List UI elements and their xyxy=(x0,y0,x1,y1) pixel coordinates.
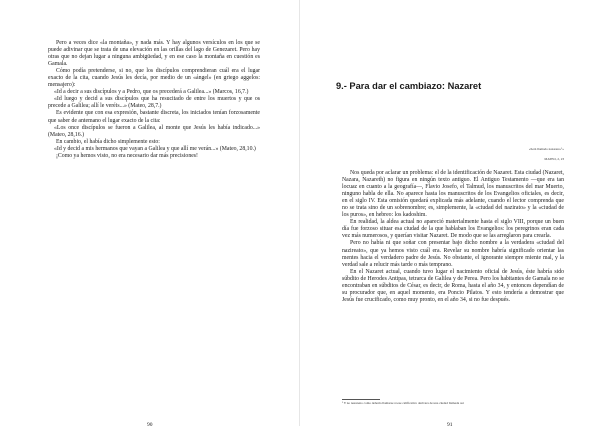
paragraph: En cambio, el había dicho simplemente esto: xyxy=(56,138,160,145)
paragraph: Nos queda por aclarar un problema: el de la identificación de Nazaret. Esta ciudad (Nazaret, Nazara, Nazareth) no figura en ningún texto antiguo. El Antiguo Testamento —que era tan locuaz en cuanto a la geografía—, Flavio Josefo, el Talmud, los manuscritos del mar Muerto, ninguno habla de ella. No aparece hasta los manuscritos de los Evangelios oficiales, es decir, en el siglo IV. Esta omisión quedará explicada más adelante, cuando el lector comprenda que no se trata sino de un sobrenombre; es, simplemente, la «ciudad del nazirato» y la «ciudad de los puros», en hebreo: los kadoshim. xyxy=(342,170,564,219)
page-number: 91 xyxy=(447,422,453,428)
epigraph xyxy=(500,147,564,161)
footnote: ¹ Y no nazareno como debería llamarse si ese calificativo derivara de una ciudad llamada así xyxy=(342,401,464,405)
epigraph-quote: «Será llamado nazareno.¹» xyxy=(528,147,564,151)
chapter-title: 9.- Para dar el cambiazo: Nazaret xyxy=(336,81,482,91)
epigraph-reference: MATEO, 2, 23 xyxy=(544,157,564,161)
quote-paragraph: «Id luego y decid a sus discípulos que ha resucitado de entre los muertos y que os precede a Galilea; allí le veréis...» (Mateo, 28,7.) xyxy=(48,96,260,110)
left-page xyxy=(0,0,300,426)
right-page-body xyxy=(342,170,564,304)
left-page-body xyxy=(48,40,260,160)
paragraph: Cómo podía pretenderse, si no, que los discípulos comprendieran cuál era el lugar exacto de la cita, cuando Jesús les decía, por medio de un «ángel» (en griego aggelos: mensajero): xyxy=(48,68,260,89)
paragraph: En realidad, la aldea actual no apareció materialmente hasta el siglo VIII, porque un buen día fue forzoso situar esa ciudad de la que hablaban los Evangelios: los peregrinos eran cada vez más numerosos, y querían visitar Nazaret. De modo que se las arreglaron para crearla. xyxy=(342,219,564,240)
footnote-rule xyxy=(342,399,380,400)
page-number: 90 xyxy=(147,422,153,428)
quote-paragraph: «Los once discípulos se fueron a Galilea, al monte que Jesús les había indicado...» (Mateo, 28,16.) xyxy=(48,124,260,138)
paragraph: Pero a veces dice «la montaña», y nada más. Y hay algunos versículos en los que se puede adivinar que se trata de una elevación en las orillas del lago de Genezaret. Pero hay otras que no dejan lugar a ninguna ambigüedad, y en ese caso la montaña en cuestión es Gamala. xyxy=(48,40,260,68)
right-page xyxy=(300,0,600,426)
paragraph: Pero no había ni que soñar con presentar bajo dicho nombre a la verdadera «ciudad del nazireato», que ya hemos visto cuál era. Revelar su nombre habría significado orientar las mentes hacia el verdadero padre de Jesús. No obstante, el ignorante siempre miente mal, y la verdad sale a relucir más tarde o más temprano. xyxy=(342,240,564,268)
paragraph: ¡Como ya hemos visto, no era necesario dar más precisiones! xyxy=(56,152,198,159)
paragraph: En el Nazaret actual, cuando tuvo lugar el nacimiento oficial de Jesús, éste habría sido súbdito de Herodes Antipas, tetrarca de Galilea y de Perea. Pero los habitantes de Gamala no se encontraban en súbditos de César, es decir, de Roma, hasta el año 34, y entonces dependían de su procurador que, en aquel momento, era Poncio Pilatos. Y esto tendería a demostrar que Jesús fue crucificado, como muy pronto, en el año 34, si no fue después. xyxy=(342,268,564,303)
quote-paragraph: «Id a decir a sus discípulos y a Pedro, que os precederá a Galilea...» (Marcos, 16,7.) xyxy=(54,89,249,96)
paragraph: Es evidente que con esa expresión, bastante discreta, los iniciados tenían forzosamente que saber de antemano el lugar exacto de la cita: xyxy=(48,110,260,124)
quote-paragraph: «Id y decid a mis hermanos que vayan a Galilea y que allí me verán...» (Mateo, 28,10.) xyxy=(54,145,256,152)
